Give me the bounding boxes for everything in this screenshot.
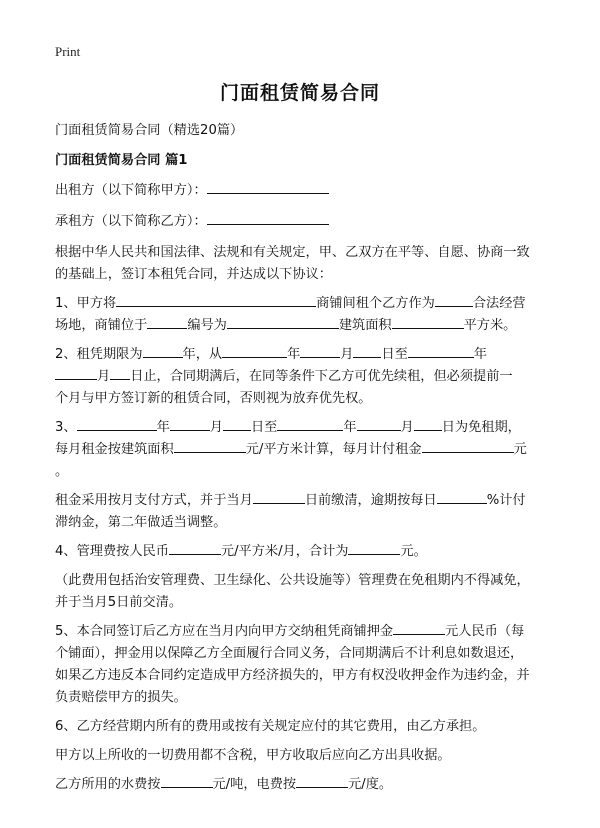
blank [353,344,381,358]
text: 元。 [400,544,427,559]
lessor-label: 出租方（以下简称甲方）： [55,183,207,198]
intro-line-2: 的基础上，签订本租凭合同，并达成以下协议： [55,267,332,282]
blank [392,315,464,329]
lessor-line [55,180,555,202]
clause-2-line-2 [55,366,555,388]
text: 日至 [381,347,408,362]
text: 日止，合同期满后，在同等条件下乙方可优先续租，但必须提前一 [130,369,513,384]
text: 元人民币（每 [445,624,525,639]
text: 平方米。 [463,318,517,333]
blank [393,621,445,635]
text: 编号为 [187,318,227,333]
clause-5-line-3: 如果乙方违反本合同约定造成甲方经济损失的，甲方有权没收押金作为违约金，并 [55,668,530,683]
text: 元/平方米计算，每月计付租金 [245,442,422,457]
text: 3、 [55,420,77,435]
clause-1-line-1 [55,293,555,315]
clause-3-line-2 [55,439,555,461]
blank [435,293,473,307]
blank [414,417,442,431]
blank [223,417,251,431]
blank [277,417,343,431]
clause-3-line-1 [55,417,555,439]
clause-2-line-3: 个月与甲方签订新的租赁合同，否则视为放弃优先权。 [55,391,372,406]
blank [147,315,187,329]
text: 乙方所用的水费按 [55,777,161,792]
clause-2-line-1 [55,344,555,366]
blank [110,366,130,380]
lessee-line [55,211,555,233]
blank [300,344,340,358]
text: 5、本合同签订后乙方应在当月内向甲方交纳租凭商铺押金 [55,624,394,639]
rent-line-2: 滞纳金，第二年做适当调整。 [55,515,227,530]
clause-1-line-2 [55,315,555,337]
lessee-blank [207,211,329,225]
document-subtitle: 门面租赁简易合同（精选20篇） [55,123,244,138]
blank [174,439,246,453]
text: 月 [209,420,223,435]
blank [437,490,487,504]
text: 年 [156,420,170,435]
text: 商铺间租个乙方作为 [316,296,435,311]
blank [116,293,316,307]
text: 日至 [250,420,278,435]
text: 合法经营 [472,296,526,311]
blank [227,315,339,329]
blank [143,344,183,358]
text: 元/平方米/月，合计为 [220,544,349,559]
utilities-line [55,774,555,796]
text: 年，从 [182,347,223,362]
blank [55,366,97,380]
lessor-blank [207,180,329,194]
text: 日为免租期， [441,420,521,435]
rent-line-1 [55,490,555,512]
intro-line-1: 根据中华人民共和国法律、法规和有关规定，甲、乙双方在平等、自愿、协商一致 [55,245,530,260]
blank [169,541,221,555]
text: %计付 [486,493,526,508]
clause-3-line-3: 。 [55,464,69,479]
text: 月 [400,420,414,435]
text: 1、甲方将 [55,296,117,311]
clause-5-line-4: 负责赔偿甲方的损失。 [55,690,187,705]
text: 年 [473,347,488,362]
clause-4-line [55,541,555,563]
blank [422,439,514,453]
lessee-label: 承租方（以下简称乙方）： [55,214,207,229]
blank [408,344,474,358]
text: 月 [340,347,354,362]
blank [296,774,348,788]
tax-note-line: 甲方以上所收的一切费用都不含税，甲方收取后应向乙方出具收据。 [55,748,451,763]
blank [348,541,400,555]
text: 场地，商铺位于 [55,318,148,333]
text: 元/度。 [348,777,393,792]
blank [170,417,210,431]
text: 每月租金按建筑面积 [55,442,174,457]
clause-5-line-2: 个铺面），押金用以保障乙方全面履行合同义务，合同期满后不计利息如数退还， [55,646,524,661]
fee-note-line-2: 并于当月5日前交清。 [55,595,183,610]
blank [161,774,213,788]
blank [253,490,305,504]
text: 2、租凭期限为 [55,347,143,362]
blank [357,417,401,431]
text: 年 [343,420,357,435]
text: 建筑面积 [338,318,392,333]
section-heading: 门面租赁简易合同 篇1 [55,153,188,168]
document-title: 门面租赁简易合同 [219,82,380,104]
text: 元 [513,442,527,457]
text: 月 [97,369,111,384]
clause-5-line-1 [55,621,555,643]
text: 租金采用按月支付方式，并于当月 [55,493,253,508]
text: 4、管理费按人民币 [55,544,169,559]
text: 年 [287,347,301,362]
fee-note-line-1: （此费用包括治安管理费、卫生绿化、公共设施等）管理费在免租期内不得减免， [55,573,530,588]
text: 元/吨，电费按 [212,777,297,792]
text: 日前缴清，逾期按每日 [304,493,437,508]
blank [77,417,157,431]
blank [222,344,287,358]
print-label: Print [55,44,81,59]
clause-6-line: 6、乙方经营期内所有的费用或按有关规定应付的其它费用，由乙方承担。 [55,719,486,734]
